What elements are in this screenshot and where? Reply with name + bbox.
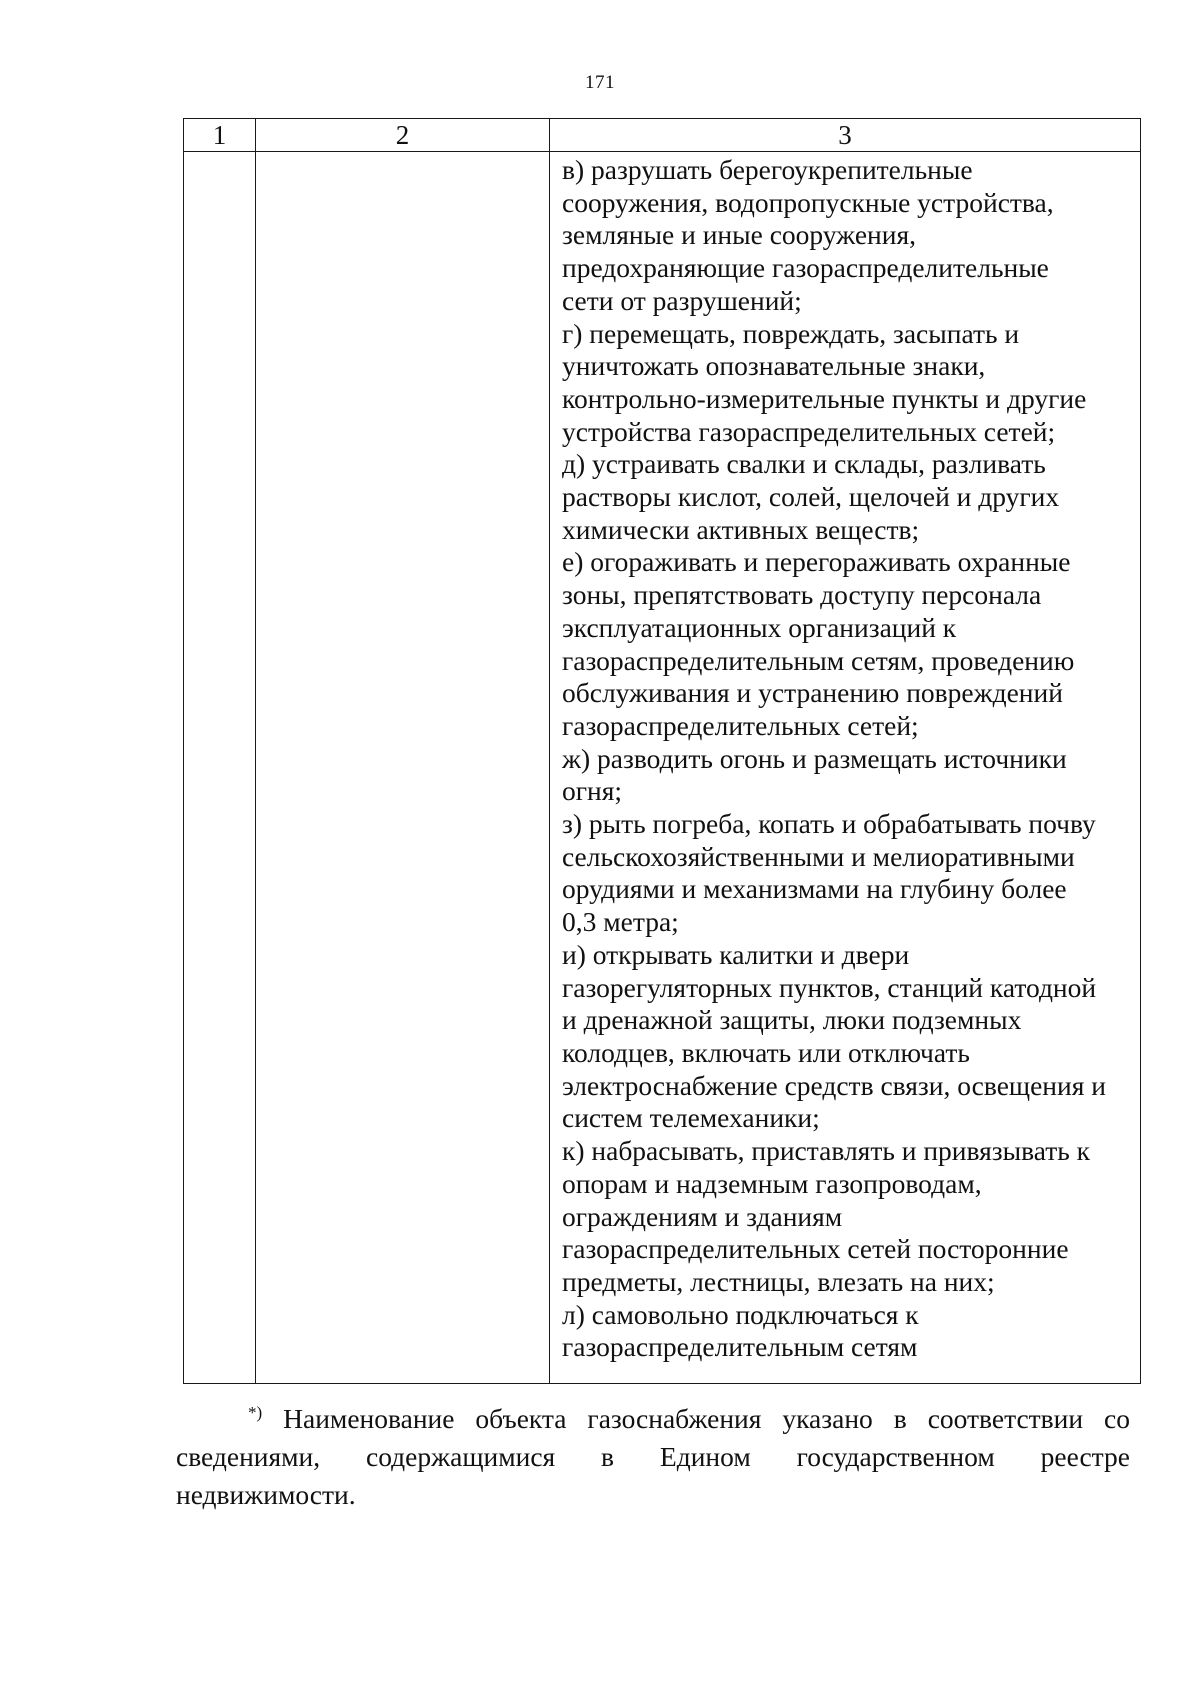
restriction-text-line: сельскохозяйственными и мелиоративными [562, 840, 1075, 872]
restriction-text-line: е) огораживать и перегораживать охранные [562, 546, 1071, 578]
table-header [184, 119, 1141, 152]
footnote-marker: *) [248, 1402, 263, 1422]
restriction-text-line: колодцев, включать или отключать [562, 1036, 970, 1068]
table-cell-col2 [256, 152, 550, 1384]
restriction-text-line: систем телемеханики; [562, 1102, 820, 1134]
restriction-text-line: газораспределительных сетей посторонние [562, 1233, 1069, 1265]
restriction-text-line: ограждениям и зданиям [562, 1200, 843, 1232]
table-row [184, 152, 1141, 1384]
column-header-1: 1 [184, 119, 256, 152]
restriction-text-line: контрольно-измерительные пункты и другие [562, 382, 1087, 414]
restriction-text-line: к) набрасывать, приставлять и привязывать к [562, 1135, 1091, 1167]
table-cell-col3 [550, 152, 1141, 1384]
restriction-text-line: обслуживания и устранению повреждений [562, 677, 1063, 709]
requirements-table [183, 118, 1141, 1384]
restriction-text-line: газораспределительным сетям, проведению [562, 644, 1075, 676]
footnote-line: сведениями, содержащимися в Едином государственном реестре [176, 1441, 1130, 1472]
restriction-text-line: химически активных веществ; [562, 513, 920, 545]
restriction-text-line: электроснабжение средств связи, освещения и [562, 1069, 1106, 1101]
restriction-text-line: д) устраивать свалки и склады, разливать [562, 448, 1046, 480]
footnote-line [176, 1400, 1130, 1438]
restriction-text-line: л) самовольно подключаться к [562, 1298, 919, 1330]
restriction-text-line: растворы кислот, солей, щелочей и других [562, 481, 1060, 513]
restriction-text-line: зоны, препятствовать доступу персонала [562, 579, 1042, 611]
restriction-text-line: предохраняющие газораспределительные [562, 252, 1049, 284]
restriction-text-line: 0,3 метра; [562, 906, 679, 938]
table-header-row [184, 119, 1141, 152]
restriction-text-line: уничтожать опознавательные знаки, [562, 350, 986, 382]
footnote-line: недвижимости. [176, 1479, 356, 1510]
restriction-text-line: эксплуатационных организаций к [562, 611, 957, 643]
restriction-text-line: опорам и надземным газопроводам, [562, 1167, 982, 1199]
restriction-text-line: и дренажной защиты, люки подземных [562, 1004, 1022, 1036]
restriction-text-line: и) открывать калитки и двери [562, 938, 910, 970]
restriction-text-line: устройства газораспределительных сетей; [562, 415, 1056, 447]
restriction-text-line: з) рыть погреба, копать и обрабатывать почву [562, 808, 1096, 840]
table-cell-col1 [184, 152, 256, 1384]
page-number: 171 [585, 72, 615, 93]
restriction-text-line: газораспределительных сетей; [562, 709, 919, 741]
column-header-3: 3 [550, 119, 1141, 152]
restriction-text-line: газораспределительным сетям [562, 1331, 918, 1363]
restriction-text-line: сети от разрушений; [562, 284, 802, 316]
restriction-text-line: сооружения, водопропускные устройства, [562, 186, 1054, 218]
restriction-text-line: ж) разводить огонь и размещать источники [562, 742, 1067, 774]
restriction-text-line: в) разрушать берегоукрепительные [562, 154, 973, 185]
restriction-text-line: газорегуляторных пунктов, станций катодной [562, 971, 1097, 1003]
restriction-text-line: предметы, лестницы, влезать на них; [562, 1265, 995, 1297]
footnote [176, 1400, 1130, 1514]
restriction-text-line: земляные и иные сооружения, [562, 219, 916, 251]
restriction-text-line: орудиями и механизмами на глубину более [562, 873, 1067, 905]
footnote-text: Наименование объекта газоснабжения указано в соответствии со [283, 1403, 1130, 1434]
restriction-text-line: г) перемещать, повреждать, засыпать и [562, 317, 1020, 349]
column-header-2: 2 [256, 119, 550, 152]
restriction-text-line: огня; [562, 775, 623, 807]
